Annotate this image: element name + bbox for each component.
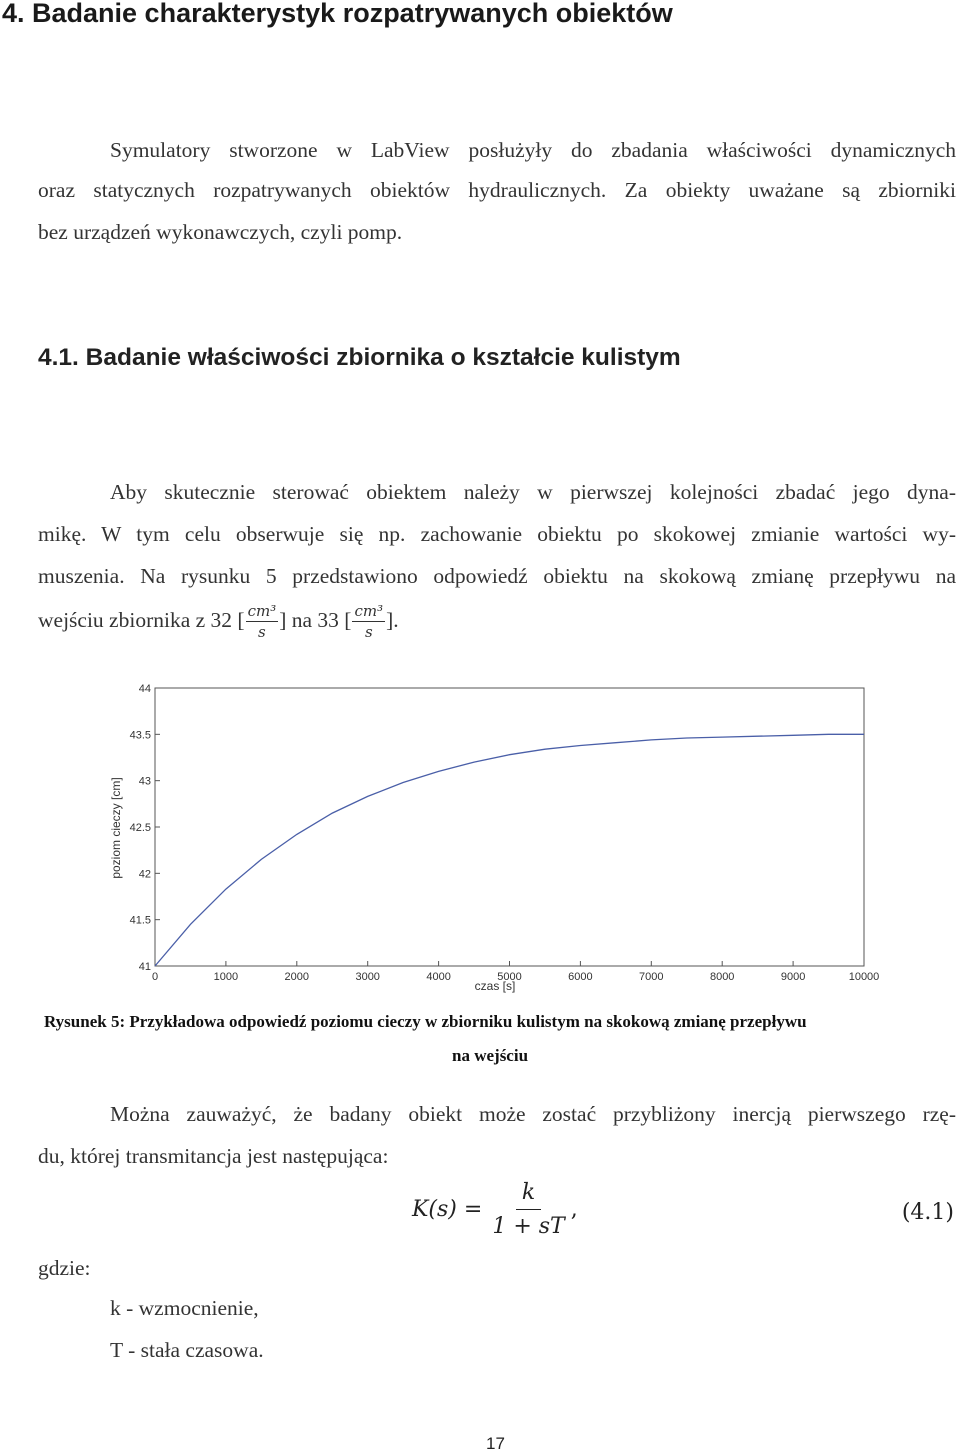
- section-line-2: mikę. W tym celu obserwuje się np. zachowanie obiektu po skokowej zmianie wartości wy-: [38, 522, 956, 546]
- y-tick-label: 43.5: [129, 729, 151, 742]
- transfer-function-equation: [412, 1180, 578, 1239]
- intro-line-2: oraz statycznych rozpatrywanych obiektów hydraulicznych. Za obiekty uważane są zbiorniki: [38, 178, 956, 202]
- where-item-k: k - wzmocnienie,: [110, 1296, 259, 1320]
- intro-line-1: Symulatory stworzone w LabView posłużyły do zbadania właściwości dynamicznych: [110, 138, 956, 162]
- flow-text-part2: ] na 33 [: [279, 607, 352, 632]
- after-line-1: Można zauważyć, że badany obiekt może zostać przybliżony inercją pierwszego rzę-: [110, 1102, 956, 1126]
- x-tick-label: 7000: [639, 971, 664, 983]
- y-tick-label: 41.5: [129, 914, 151, 927]
- x-tick-label: 0: [151, 971, 159, 983]
- equation-fraction: [492, 1180, 564, 1239]
- section-line-4: [38, 604, 399, 640]
- plot-area: [155, 688, 864, 966]
- y-tick-label: 42.5: [129, 822, 151, 834]
- figure-caption-line-2: na wejściu: [452, 1046, 529, 1065]
- x-tick-label: 10000: [848, 971, 880, 983]
- y-tick-label: 43: [138, 775, 151, 788]
- figure-caption-line-1: Rysunek 5: Przykładowa odpowiedź poziomu cieczy w zbiorniku kulistym na skokową zmianę przepływu: [44, 1012, 807, 1031]
- flow-text-part3: ].: [386, 607, 399, 632]
- where-label: gdzie:: [38, 1256, 91, 1280]
- x-tick-label: 4000: [426, 971, 451, 983]
- x-tick-label: 3000: [355, 971, 380, 983]
- x-tick-label: 8000: [709, 971, 735, 983]
- x-axis-label: czas [s]: [474, 979, 516, 993]
- equation-suffix: ,: [570, 1197, 578, 1222]
- section-heading: 4.1. Badanie właściwości zbiornika o kształcie kulistym: [38, 344, 681, 371]
- step-response-chart: [100, 678, 880, 998]
- y-axis-label: poziom cieczy [cm]: [109, 777, 123, 879]
- y-tick-label: 41: [138, 961, 151, 973]
- flow-text-part1: wejściu zbiornika z 32 [: [38, 607, 245, 632]
- chapter-heading: 4. Badanie charakterystyk rozpatrywanych obiektów: [2, 0, 673, 28]
- x-tick-label: 6000: [568, 971, 593, 983]
- intro-line-3: bez urządzeń wykonawczych, czyli pomp.: [38, 220, 403, 244]
- x-tick-label: 2000: [284, 971, 310, 983]
- section-line-3: muszenia. Na rysunku 5 przedstawiono odpowiedź obiektu na skokową zmianę przepływu na: [38, 564, 956, 588]
- y-tick-label: 44: [138, 683, 151, 695]
- section-line-1: Aby skutecznie sterować obiektem należy w pierwszej kolejności zbadać jego dyna-: [110, 480, 956, 504]
- where-item-T: T - stała czasowa.: [110, 1338, 264, 1362]
- after-line-2: du, której transmitancja jest następująca:: [38, 1144, 389, 1168]
- equation-numerator: k: [516, 1180, 541, 1210]
- x-tick-label: 1000: [213, 971, 239, 983]
- unit-fraction-2: $\frac{\text{cm³}}{s}$: [354, 602, 384, 641]
- y-tick-label: 42: [138, 868, 151, 881]
- unit-fraction-1: $\frac{\text{cm³}}{s}$: [247, 602, 277, 641]
- x-tick-label: 9000: [780, 971, 806, 983]
- page-number: 17: [486, 1434, 505, 1453]
- equation-denominator: 1 + sT: [492, 1214, 565, 1239]
- equation-lhs: K(s) =: [412, 1197, 483, 1222]
- x-tick-label: 5000: [497, 971, 522, 983]
- equation-number: (4.1): [901, 1200, 954, 1225]
